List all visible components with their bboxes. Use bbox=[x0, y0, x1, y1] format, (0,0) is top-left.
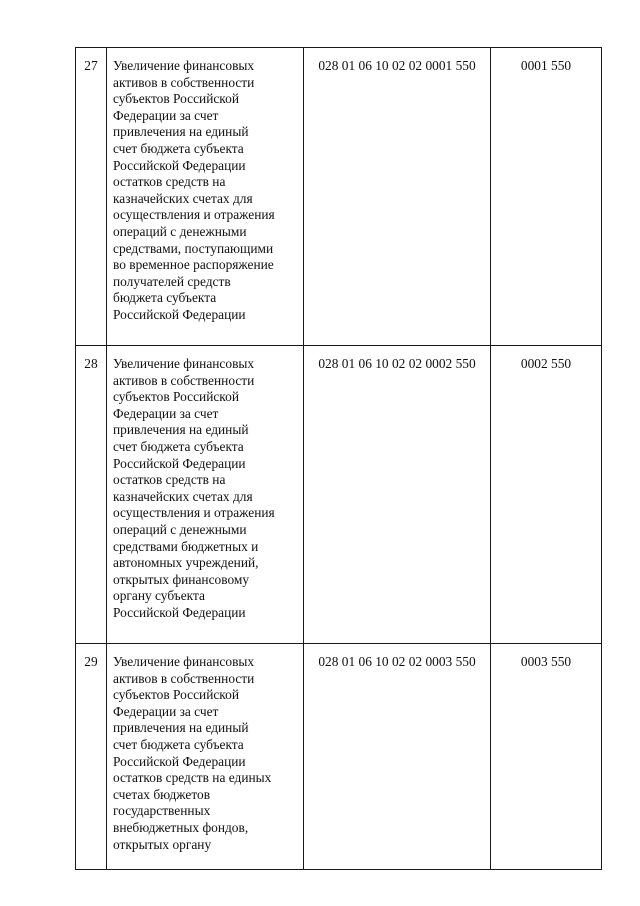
row-code-cell bbox=[304, 644, 491, 870]
row-name-line: счетах бюджетов bbox=[113, 786, 211, 802]
row-name-line: осуществления и отражения bbox=[113, 207, 275, 223]
row-name-line: органу субъекта bbox=[113, 588, 205, 604]
row-name-line: Увеличение финансовых bbox=[113, 654, 255, 669]
row-number-cell bbox=[76, 346, 107, 644]
row-name-line: субъектов Российской bbox=[113, 91, 239, 107]
row-name-line: государственных bbox=[113, 803, 211, 819]
row-name-line: привлечения на единый bbox=[113, 720, 249, 736]
row-number: 29 bbox=[84, 654, 98, 669]
row-name-line: Увеличение финансовых bbox=[113, 356, 255, 371]
row-name-line: Российской Федерации bbox=[113, 306, 246, 322]
row-name-line: остатков средств на bbox=[113, 472, 226, 488]
row-name-line: Российской Федерации bbox=[113, 157, 246, 173]
row-name-line: внебюджетных фондов, bbox=[113, 819, 249, 835]
row-code: 028 01 06 10 02 02 0002 550 bbox=[318, 356, 476, 371]
row-short-code: 0002 550 bbox=[520, 356, 572, 371]
row-name-line: получателей средств bbox=[113, 273, 231, 289]
row-name-line: субъектов Российской bbox=[113, 687, 239, 703]
row-short-code-cell bbox=[491, 346, 602, 644]
row-name-line: казначейских счетах для bbox=[113, 190, 253, 206]
row-number-cell bbox=[76, 48, 107, 346]
row-name-line: операций с денежными bbox=[113, 521, 247, 537]
row-code-cell bbox=[304, 48, 491, 346]
row-name-line: Российской Федерации bbox=[113, 753, 246, 769]
row-name-cell bbox=[107, 48, 304, 346]
row-code: 028 01 06 10 02 02 0003 550 bbox=[318, 654, 476, 669]
row-name-line: Федерации за счет bbox=[113, 703, 219, 719]
row-name-line: активов в собственности bbox=[113, 372, 255, 388]
row-name-cell bbox=[107, 644, 304, 870]
row-name-line: счет бюджета субъекта bbox=[113, 736, 244, 752]
row-name-line: Федерации за счет bbox=[113, 107, 219, 123]
row-code-cell bbox=[304, 346, 491, 644]
row-name-line: операций с денежными bbox=[113, 223, 247, 239]
row-name-line: счет бюджета субъекта bbox=[113, 140, 244, 156]
row-number-cell bbox=[76, 644, 107, 870]
row-name-line: субъектов Российской bbox=[113, 389, 239, 405]
row-name-line: бюджета субъекта bbox=[113, 290, 217, 306]
row-name-line: открытых органу bbox=[113, 836, 212, 852]
table-row bbox=[76, 48, 602, 346]
table-row bbox=[76, 644, 602, 870]
row-name-line: во временное распоряжение bbox=[113, 257, 274, 273]
row-name-line: автономных учреждений, bbox=[113, 555, 259, 571]
row-number: 28 bbox=[84, 356, 98, 371]
row-short-code: 0001 550 bbox=[520, 58, 572, 73]
budget-classification-table bbox=[75, 47, 602, 870]
row-name-line: средствами бюджетных и bbox=[113, 538, 259, 554]
row-name-line: счет бюджета субъекта bbox=[113, 438, 244, 454]
row-name-line: Федерации за счет bbox=[113, 405, 219, 421]
row-name-line: остатков средств на bbox=[113, 174, 226, 190]
row-name-line: казначейских счетах для bbox=[113, 488, 253, 504]
row-short-code-cell bbox=[491, 644, 602, 870]
row-name-line: открытых финансовому bbox=[113, 571, 250, 587]
row-code: 028 01 06 10 02 02 0001 550 bbox=[318, 58, 476, 73]
row-number: 27 bbox=[84, 58, 98, 73]
row-name-line: осуществления и отражения bbox=[113, 505, 275, 521]
row-short-code: 0003 550 bbox=[520, 654, 572, 669]
row-name-line: средствами, поступающими bbox=[113, 240, 274, 256]
row-name-line: активов в собственности bbox=[113, 670, 255, 686]
row-name-line: остатков средств на единых bbox=[113, 770, 272, 786]
row-name-line: привлечения на единый bbox=[113, 422, 249, 438]
row-name-line: Увеличение финансовых bbox=[113, 58, 255, 73]
row-name-line: Российской Федерации bbox=[113, 604, 246, 620]
row-name-line: Российской Федерации bbox=[113, 455, 246, 471]
row-name-cell bbox=[107, 346, 304, 644]
row-name-line: привлечения на единый bbox=[113, 124, 249, 140]
row-short-code-cell bbox=[491, 48, 602, 346]
row-name-line: активов в собственности bbox=[113, 74, 255, 90]
table-row bbox=[76, 346, 602, 644]
